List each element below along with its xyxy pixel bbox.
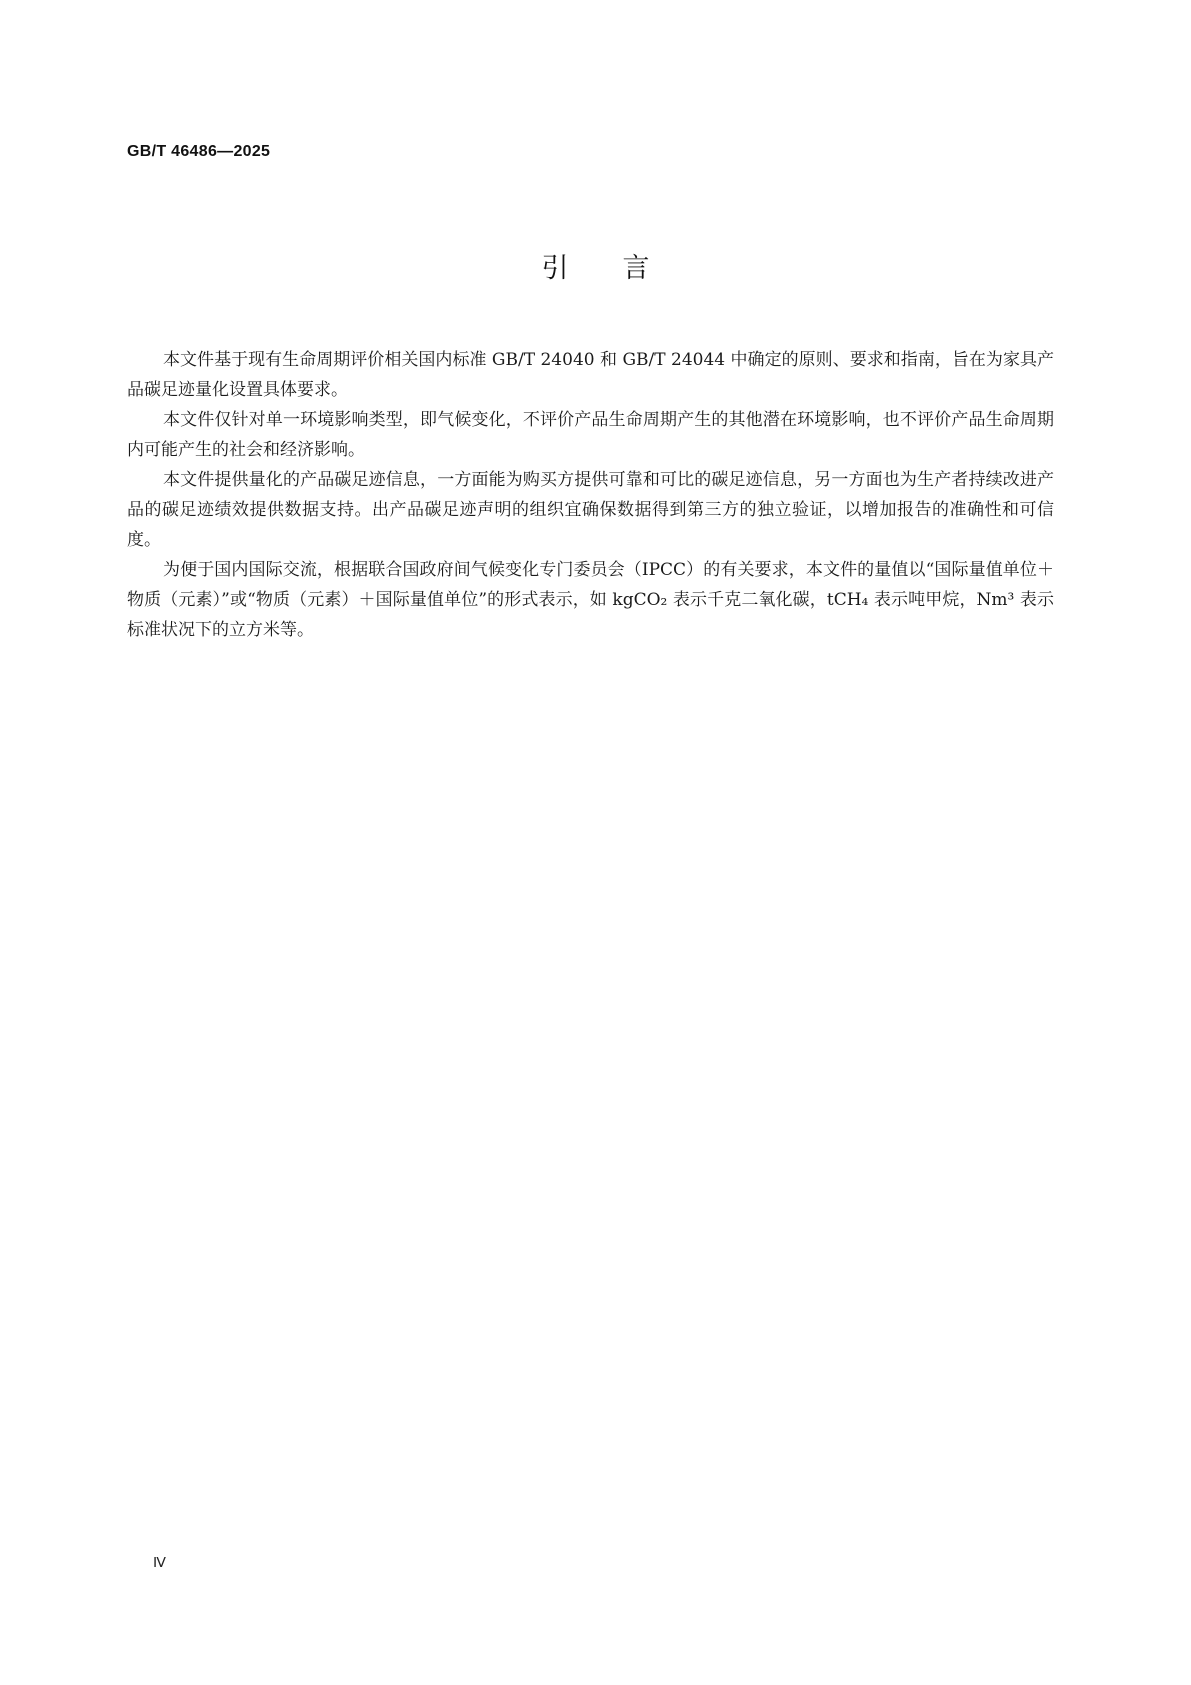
section-title: 引言 (541, 253, 704, 284)
paragraph: 为便于国内国际交流，根据联合国政府间气候变化专门委员会（IPCC）的有关要求，本文件的量值以“国际量值单位＋物质（元素）”或“物质（元素）＋国际量值单位”的形式表示，如 kgCO₂ 表示千克二氧化碳，tCH₄ 表示吨甲烷，Nm³ 表示标准状况下的立方米等。 (127, 560, 1054, 640)
paragraph: 本文件仅针对单一环境影响类型，即气候变化，不评价产品生命周期产生的其他潜在环境影响，也不评价产品生命周期内可能产生的社会和经济影响。 (127, 410, 1054, 460)
body-text (127, 345, 1054, 645)
page-number: Ⅳ (153, 1556, 166, 1571)
standard-number: GB/T 46486—2025 (127, 143, 271, 160)
paragraph: 本文件基于现有生命周期评价相关国内标准 GB/T 24040 和 GB/T 24044 中确定的原则、要求和指南，旨在为家具产品碳足迹量化设置具体要求。 (127, 350, 1054, 400)
paragraph: 本文件提供量化的产品碳足迹信息，一方面能为购买方提供可靠和可比的碳足迹信息，另一方面也为生产者持续改进产品的碳足迹绩效提供数据支持。出产品碳足迹声明的组织宜确保数据得到第三方的独立验证，以增加报告的准确性和可信度。 (127, 470, 1054, 550)
